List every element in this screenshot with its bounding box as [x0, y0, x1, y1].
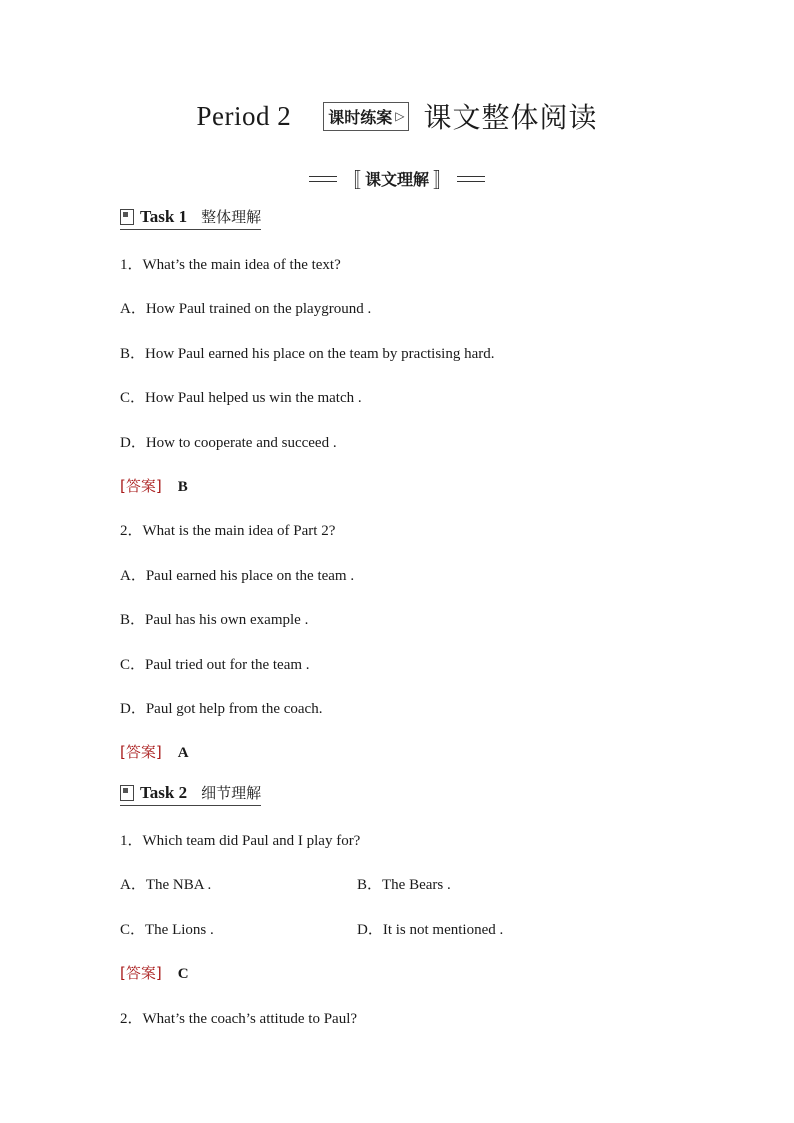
section-label: 课文理解 — [364, 170, 429, 189]
banner-lines-right-icon — [457, 174, 485, 184]
chevron-right-icon: ▷ — [395, 109, 405, 123]
t1-q1-answer — [120, 475, 188, 496]
t2-q1-option-a: A．The NBA . — [120, 877, 212, 893]
t2-q1-question: 1．Which team did Paul and I play for? — [120, 833, 361, 849]
page-title — [0, 96, 794, 136]
t2-q1-answer — [120, 962, 189, 983]
t1-q2-answer — [120, 741, 189, 762]
t1-q1-question: 1．What’s the main idea of the text? — [120, 257, 341, 273]
bracket-left-icon: 〚 — [340, 168, 361, 192]
answer-value: B — [177, 479, 188, 495]
bracket-right-icon: 〛 — [433, 168, 453, 192]
t1-q1-option-d: D．How to cooperate and succeed . — [120, 435, 337, 451]
t1-q2-question: 2．What is the main idea of Part 2? — [120, 523, 336, 539]
document-icon — [120, 785, 134, 801]
t1-q1-option-a: A．How Paul trained on the playground . — [120, 301, 372, 317]
task2-cn: 细节理解 — [201, 784, 262, 802]
task2-heading — [120, 782, 261, 806]
t1-q2-option-d: D．Paul got help from the coach. — [120, 701, 323, 717]
t2-q1-option-b: B．The Bears . — [357, 877, 451, 893]
t1-q2-option-a: A．Paul earned his place on the team . — [120, 568, 355, 584]
t2-q1-option-d: D．It is not mentioned . — [357, 922, 504, 938]
lesson-badge-label: 课时练案 — [328, 107, 393, 127]
answer-tag: [答案] — [120, 964, 162, 982]
t1-q1-option-c: C．How Paul helped us win the match . — [120, 390, 362, 406]
answer-value: C — [177, 966, 189, 982]
t1-q2-option-c: C．Paul tried out for the team . — [120, 657, 310, 673]
section-banner — [0, 164, 794, 193]
task1-heading — [120, 206, 261, 230]
title-chinese: 课文整体阅读 — [423, 101, 598, 134]
t2-q1-option-c: C．The Lions . — [120, 922, 214, 938]
answer-tag: [答案] — [120, 477, 162, 495]
t1-q2-option-b: B．Paul has his own example . — [120, 612, 309, 628]
lesson-badge — [323, 102, 409, 131]
task1-cn: 整体理解 — [201, 208, 262, 226]
answer-value: A — [177, 745, 189, 761]
t2-q2-question: 2．What’s the coach’s attitude to Paul? — [120, 1011, 358, 1027]
period-label: Period 2 — [196, 100, 292, 131]
t1-q1-option-b: B．How Paul earned his place on the team by practising hard. — [120, 346, 495, 362]
answer-tag: [答案] — [120, 743, 162, 761]
task1-label: Task 1 — [140, 206, 188, 226]
banner-lines-left-icon — [309, 174, 337, 184]
task2-label: Task 2 — [140, 782, 188, 802]
document-icon — [120, 209, 134, 225]
